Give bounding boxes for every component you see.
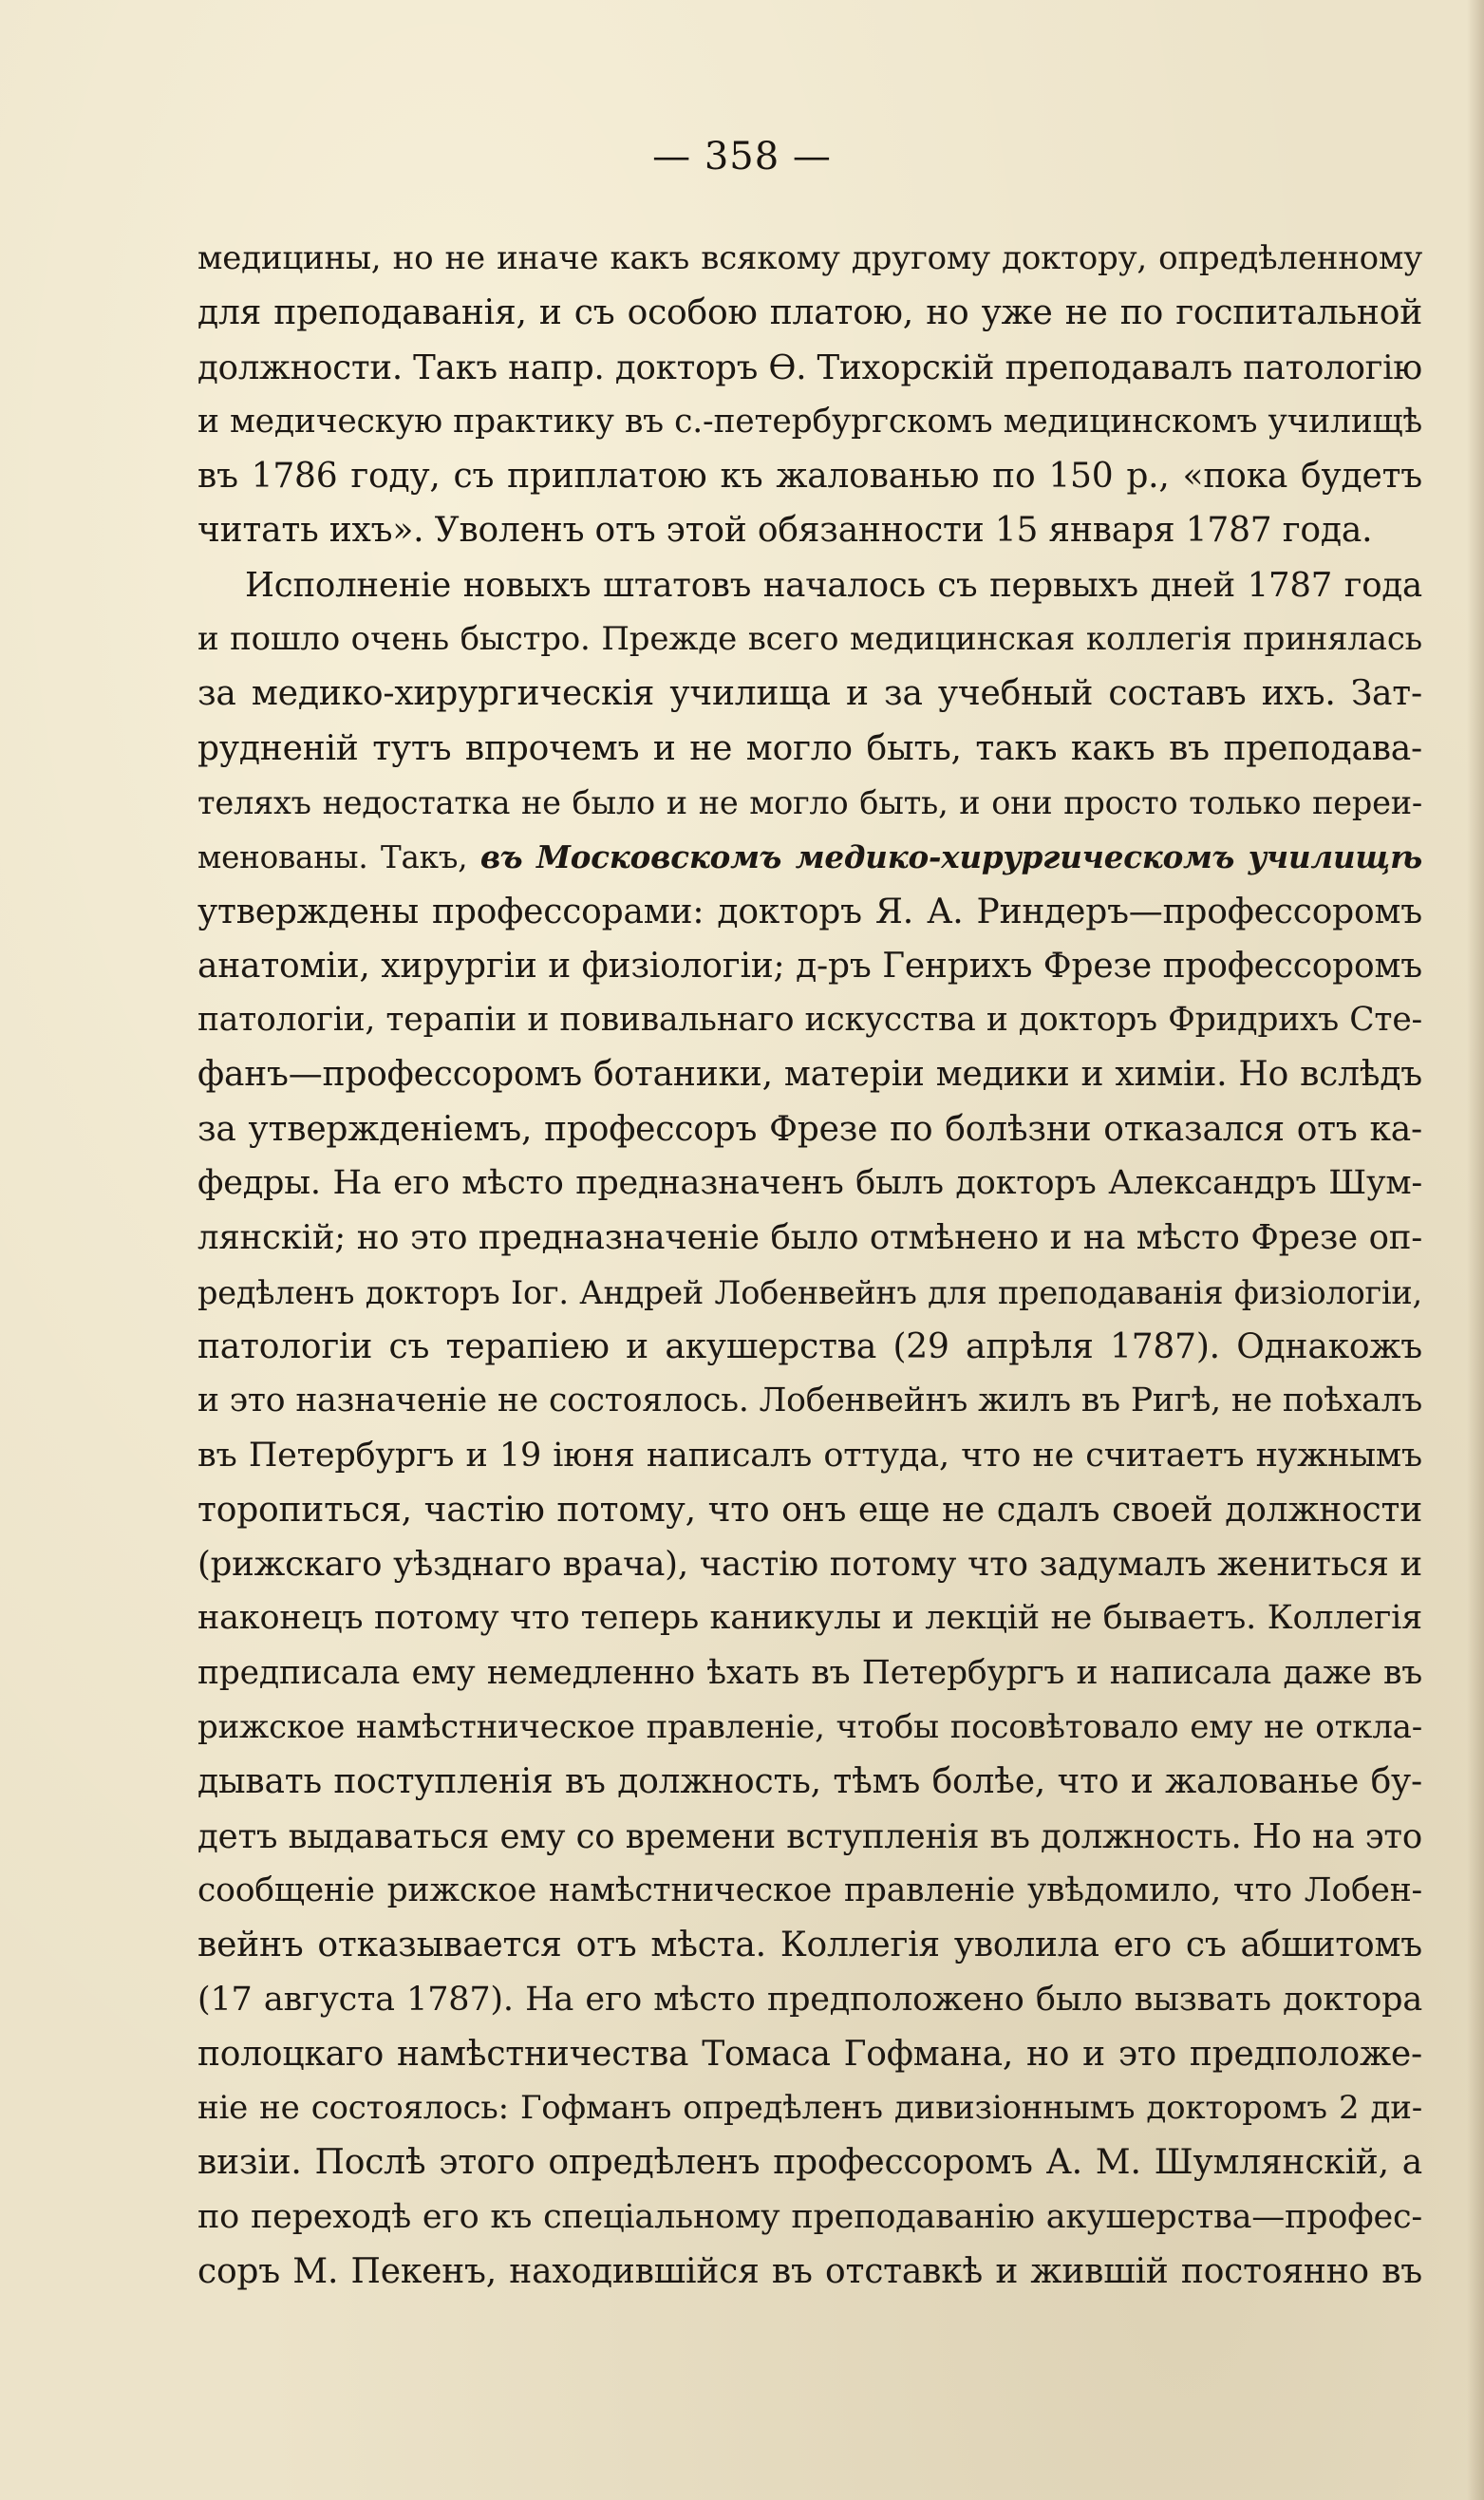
text-line: за утвержденіемъ, профессоръ Фрезе по болѣзни отказался отъ ка- — [197, 1109, 1422, 1149]
text-line: торопиться, частію потому, что онъ еще не сдалъ своей должности — [197, 1490, 1422, 1530]
text-line: теляхъ недостатка не было и не могло быть, и они просто только переи- — [197, 783, 1422, 821]
text-line: редѣленъ докторъ Іог. Андрей Лобенвейнъ для преподаванія физіологіи, — [197, 1273, 1422, 1311]
text-line: анатоміи, хирургіи и физіологіи; д-ръ Генрихъ Фрезе профессоромъ — [197, 946, 1422, 986]
text-line: вейнъ отказывается отъ мѣста. Коллегія уволила его съ абшитомъ — [197, 1926, 1422, 1965]
text-line: и медическую практику въ с.-петербургскомъ медицинскомъ училищѣ — [197, 402, 1422, 441]
text-line: дывать поступленія въ должность, тѣмъ болѣе, что и жалованье бу- — [197, 1762, 1422, 1802]
text-line: въ 1786 году, съ приплатою къ жалованью по 150 р., «пока будетъ — [197, 457, 1422, 497]
text-line: утверждены профессорами: докторъ Я. А. Риндеръ—профессоромъ — [197, 892, 1422, 931]
body-text — [197, 232, 1422, 2299]
text-line: читать ихъ». Уволенъ отъ этой обязанности 15 января 1787 года. — [197, 511, 1373, 551]
page-edge-shadow — [1467, 0, 1484, 2500]
text-line: рудненій тутъ впрочемъ и не могло быть, такъ какъ въ преподава- — [197, 728, 1422, 768]
text-line: детъ выдаваться ему со времени вступленія въ должность. Но на это — [197, 1816, 1422, 1856]
text-line: федры. На его мѣсто предназначенъ былъ докторъ Александръ Шум- — [197, 1164, 1422, 1203]
page-number: — 358 — — [652, 135, 832, 179]
text-line: фанъ—профессоромъ ботаники, матеріи медики и химіи. Но вслѣдъ — [197, 1055, 1422, 1095]
text-line: сообщеніе рижское намѣстническое правленіе увѣдомило, что Лобен- — [197, 1870, 1422, 1909]
text-line: и это назначеніе не состоялось. Лобенвейнъ жилъ въ Ригѣ, не поѣхалъ — [197, 1382, 1422, 1420]
text-line: предписала ему немедленно ѣхать въ Петербургъ и написала даже въ — [197, 1653, 1422, 1692]
text-line: (17 августа 1787). На его мѣсто предположено было вызвать доктора — [197, 1980, 1422, 2019]
text-line: полоцкаго намѣстничества Томаса Гофмана, но и это предположе- — [197, 2034, 1422, 2074]
text-line: соръ М. Пекенъ, находившійся въ отставкѣ и жившій постоянно въ — [197, 2251, 1422, 2291]
text-line: для преподаванія, и съ особою платою, но уже не по госпитальной — [197, 293, 1422, 333]
text-line: рижское намѣстническое правленіе, чтобы посовѣтовало ему не откла- — [197, 1708, 1422, 1747]
paragraph-start-line: Исполненіе новыхъ штатовъ началось съ первыхъ дней 1787 года — [245, 565, 1422, 605]
text-line: менованы. Такъ, въ Московскомъ медико-хирургическомъ училищѣ — [197, 838, 1422, 876]
text-line: лянскій; но это предназначеніе было отмѣнено и на мѣсто Фрезе оп- — [197, 1218, 1422, 1258]
text-line: по переходѣ его къ спеціальному преподаванію акушерства—профес- — [197, 2197, 1422, 2236]
text-line: (рижскаго уѣзднаго врача), частію потому что задумалъ жениться и — [197, 1545, 1422, 1585]
text-line: визіи. Послѣ этого опредѣленъ профессоромъ А. М. Шумлянскій, а — [197, 2143, 1422, 2183]
text-line: патологіи съ терапіею и акушерства (29 апрѣля 1787). Однакожъ — [197, 1326, 1422, 1366]
text-line: ніе не состоялось: Гофманъ опредѣленъ дивизіоннымъ докторомъ 2 ди- — [197, 2089, 1422, 2128]
text-line: наконецъ потому что теперь каникулы и лекцій не бываетъ. Коллегія — [197, 1599, 1422, 1638]
italic-emphasis: въ Московскомъ медико-хирургическомъ училищѣ — [479, 838, 1422, 876]
text-line: и пошло очень быстро. Прежде всего медицинская коллегія принялась — [197, 620, 1422, 659]
text-line: патологіи, терапіи и повивальнаго искусства и докторъ Фридрихъ Сте- — [197, 1001, 1422, 1040]
text-line: должности. Такъ напр. докторъ Ѳ. Тихорскій преподавалъ патологію — [197, 348, 1422, 387]
text-line: медицины, но не иначе какъ всякому другому доктору, опредѣленному — [197, 239, 1422, 277]
text-line: за медико-хирургическія училища и за учебный составъ ихъ. Зат- — [197, 674, 1422, 714]
text-line: въ Петербургъ и 19 іюня написалъ оттуда, что не считаетъ нужнымъ — [197, 1436, 1422, 1475]
